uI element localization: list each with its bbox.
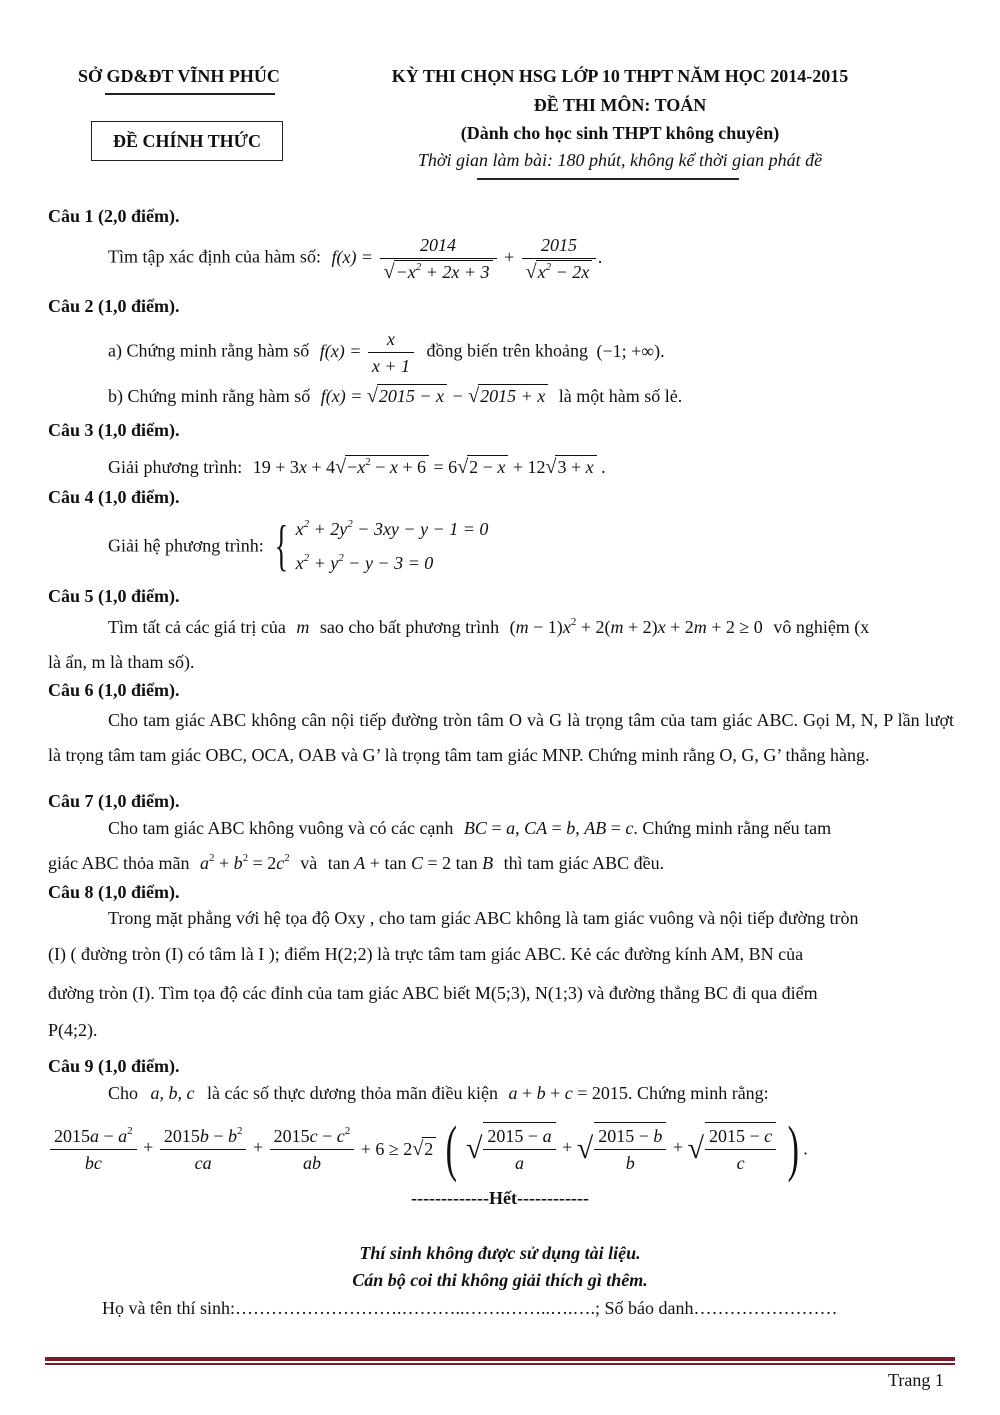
q8-line1: Trong mặt phẳng với hệ tọa độ Oxy , cho tam giác ABC không là tam giác vuông và nội tiếp đường tròn (108, 908, 859, 928)
q5-inequality: $(m - 1)x^2 + 2(m + 2)x + 2m + 2 \ge 0$ (509, 616, 763, 637)
q8-line2: (I) ( đường tròn (I) có tâm là I ); điểm H(2;2) là trực tâm tam giác ABC. Kẻ các đường kính AM, BN của (48, 944, 804, 964)
candidate-info-line: Họ và tên thí sinh:……………………….………..…….……..….….; Số báo danh…………………… (102, 1298, 838, 1318)
q2b-line: b) Chứng minh rằng hàm số f(x) = √2015 − x − √2015 + x là một hàm số lẻ. (108, 385, 683, 407)
q2a-formula: f(x) = $\frac{x}{x + 1}$ (320, 341, 421, 361)
exam-time: Thời gian làm bài: 180 phút, không kể thời gian phát đề (417, 150, 823, 170)
note-no-documents: Thí sinh không được sử dụng tài liệu. (359, 1243, 641, 1263)
q9-title: Câu 9 (1,0 điểm). (48, 1056, 180, 1076)
q1-title: Câu 1 (2,0 điểm). (48, 206, 180, 226)
q7-sides: BC = a, CA = b, AB = c (463, 818, 634, 838)
q3-equation: $19 + 3x + 4√-x^2 - x + 6 = 6√2 - x + 12√3 + x$ . (252, 456, 606, 478)
page-number: Trang 1 (888, 1370, 944, 1390)
q6-title: Câu 6 (1,0 điểm). (48, 680, 180, 700)
footer-bar-thin (45, 1363, 955, 1365)
q1-formula: f(x) = $\frac{2014}{√-x^2 + 2x + 3}$ + $\frac{2015}{√x^2 - 2x}$ . (331, 247, 602, 267)
q1-line (108, 232, 603, 285)
q7-title: Câu 7 (1,0 điểm). (48, 791, 180, 811)
exam-subject: ĐỀ THI MÔN: TOÁN (533, 95, 707, 115)
q9-line1: Cho a, b, c là các số thực dương thỏa mãn điều kiện a + b + c = 2015. Chứng minh rằng: (108, 1083, 769, 1103)
q3-title: Câu 3 (1,0 điểm). (48, 420, 180, 440)
q7-line1: Cho tam giác ABC không vuông và có các cạnh BC = a, CA = b, AB = c. Chứng minh rằng nếu tam (108, 818, 832, 838)
header-underline-left (105, 93, 275, 95)
exam-title: KỲ THI CHỌN HSG LỚP 10 THPT NĂM HỌC 2014-2015 (391, 66, 849, 86)
q5-title: Câu 5 (1,0 điểm). (48, 586, 180, 606)
exam-audience: (Dành cho học sinh THPT không chuyên) (460, 123, 780, 143)
q8-title: Câu 8 (1,0 điểm). (48, 882, 180, 902)
end-mark: -------------Hết------------ (411, 1188, 589, 1208)
school-department: SỞ GD&ĐT VĨNH PHÚC (78, 66, 280, 86)
q8-line3: đường tròn (I). Tìm tọa độ các đỉnh của tam giác ABC biết M(5;3), N(1;3) và đường thẳng BC đi qua điểm (48, 983, 818, 1003)
q1-text: Tìm tập xác định của hàm số: (108, 246, 321, 267)
q5-line2: là ẩn, m là tham số). (48, 652, 195, 672)
q9-inequality: $\frac{2015a - a^2}{bc}$ + $\frac{2015b - b^2}{ca}$ + $\frac{2015c - c^2}{ab}$ + 6 ≥ 2√2 ( √ $\frac{2015 - a}{a}$ + √ $\frac{2015 - b}{b}$ + √ $\frac{2015 - c}{c}$ ) . (48, 1118, 808, 1180)
q7-condition-2: tan A + tan C = 2 tan B (327, 853, 494, 873)
note-no-explanation: Cán bộ coi thi không giải thích gì thêm. (352, 1270, 648, 1290)
q1-fraction-2: $\frac{2015}{√x^2 - 2x}$ (522, 232, 597, 285)
q2a-interval: (−1; +∞). (596, 340, 665, 361)
q3-line: Giải phương trình: $19 + 3x + 4√-x^2 - x + 6 = 6√2 - x + 12√3 + x$ . (108, 456, 606, 478)
q4-system: $x^2 + 2y^2 - 3xy - y - 1 = 0$ $x^2 + y^2 - y - 3 = 0$ (295, 518, 489, 573)
q2-title: Câu 2 (1,0 điểm). (48, 296, 180, 316)
q6-text: Cho tam giác ABC không cân nội tiếp đường tròn tâm O và G là trọng tâm của tam giác ABC. Gọi M, N, P lần lượt là trọng tâm tam giác OBC, OCA, OAB và G’ là trọng tâm tam giác MNP. Chứng minh rằng O, G, G’ thẳng hàng. (48, 710, 954, 765)
official-label: ĐỀ CHÍNH THỨC (112, 131, 262, 151)
q2b-formula: f(x) = √2015 − x − √2015 + x (321, 386, 549, 406)
q7-line2: giác ABC thỏa mãn $a^2 + b^2 = 2c^2$ và tan A + tan C = 2 tan B thì tam giác ABC đều. (48, 852, 665, 873)
q8-line4: P(4;2). (48, 1020, 98, 1040)
q1-fraction-1: $\frac{2014}{√-x^2 + 2x + 3}$ (380, 232, 497, 285)
footer-bar-thick (45, 1357, 955, 1361)
q9-constraint: a + b + c = 2015 (508, 1083, 628, 1103)
q5-line1: Tìm tất cả các giá trị của m sao cho bất phương trình $(m - 1)x^2 + 2(m + 2)x + 2m + 2 \ge 0$ vô nghiệm (x (108, 616, 870, 637)
q4-title: Câu 4 (1,0 điểm). (48, 487, 180, 507)
q7-condition-1: $a^2 + b^2 = 2c^2$ (199, 852, 290, 873)
q4-brace: { (274, 515, 289, 577)
q2a-line: a) Chứng minh rằng hàm số f(x) = $\frac{x}{x + 1}$ đồng biến trên khoảng (−1; +∞). (108, 326, 665, 379)
q4-line: Giải hệ phương trình: { $x^2 + 2y^2 - 3xy - y - 1 = 0$ $x^2 + y^2 - y - 3 = 0$ (108, 512, 488, 580)
header-underline-right (477, 178, 739, 180)
